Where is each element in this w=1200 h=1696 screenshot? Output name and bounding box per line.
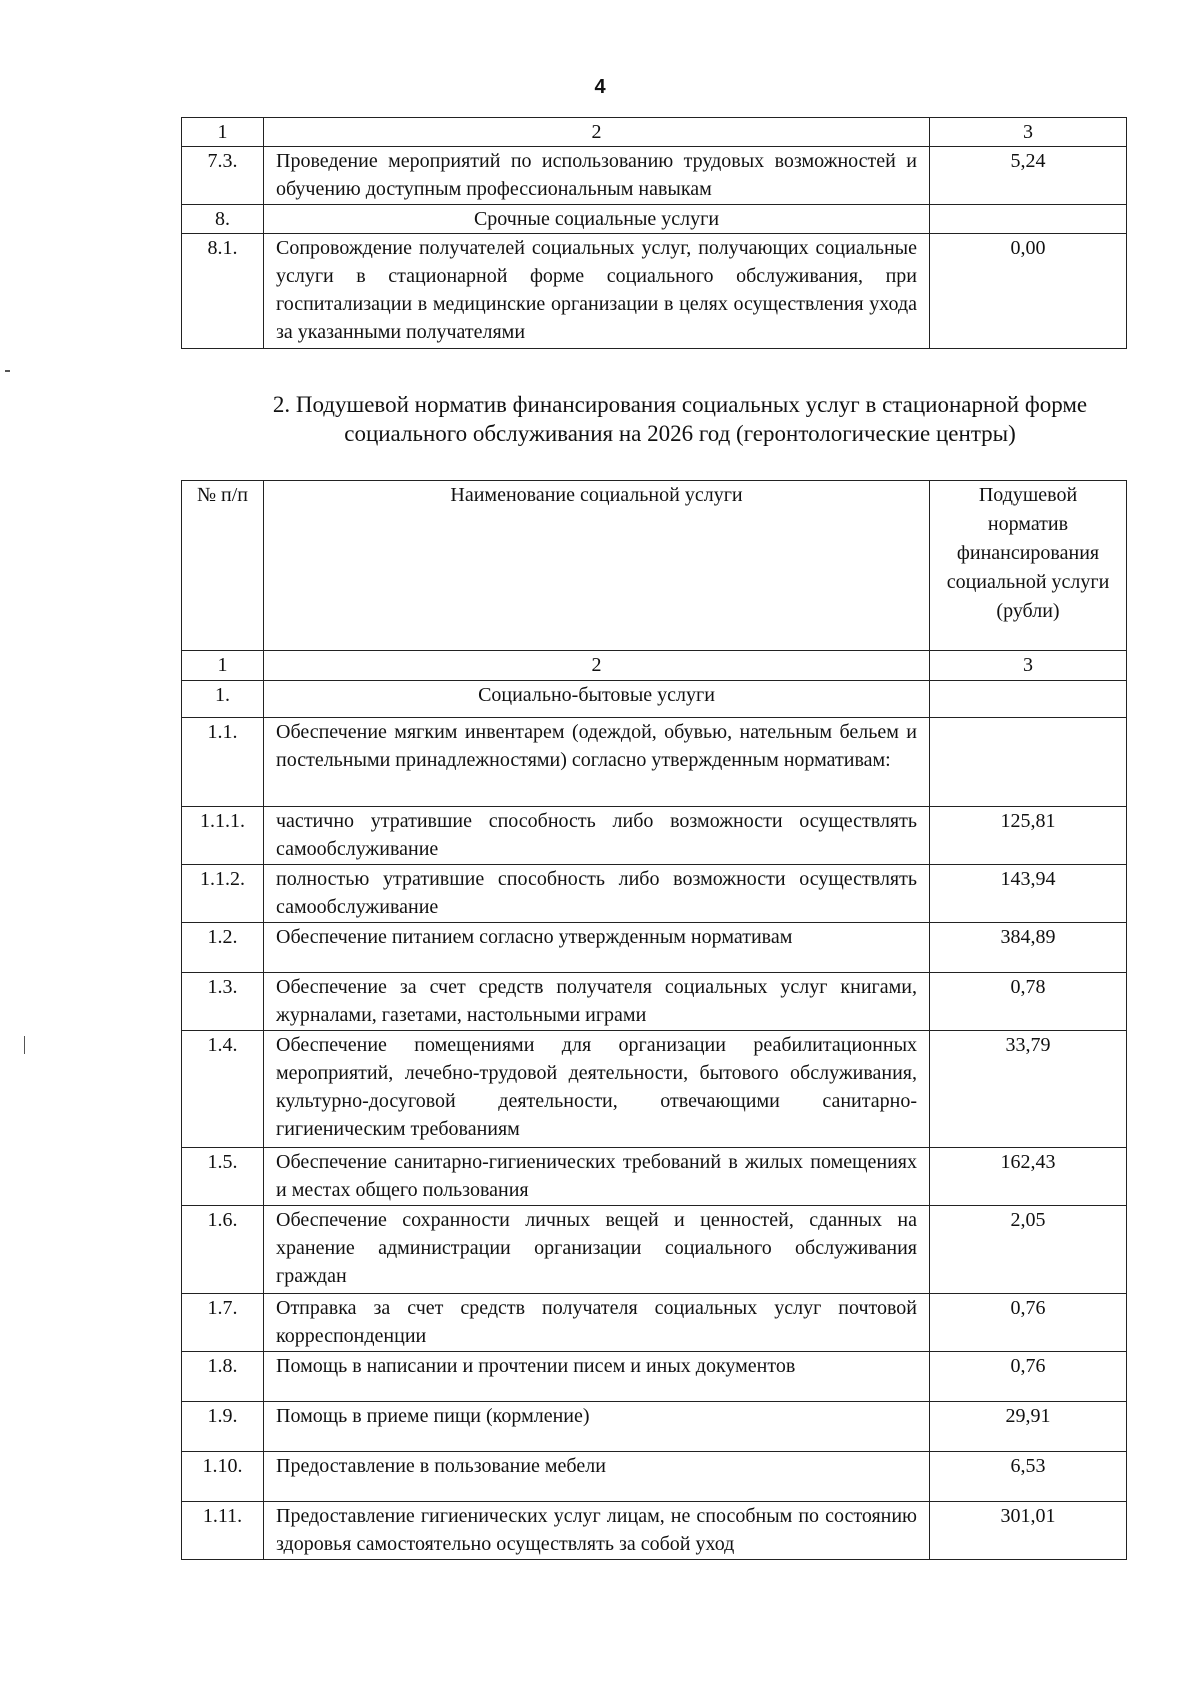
table-row (182, 205, 1127, 234)
norms-table (181, 480, 1127, 1560)
service-value: 33,79 (930, 1031, 1127, 1148)
row-number: 8. (182, 205, 264, 234)
row-number: 1.1. (182, 718, 264, 807)
service-value (930, 205, 1127, 234)
service-value: 5,24 (930, 147, 1127, 205)
row-number: 1.7. (182, 1294, 264, 1352)
table-row (182, 1206, 1127, 1294)
row-number: 1. (182, 681, 264, 718)
service-name: Проведение мероприятий по использованию трудовых возможностей и обучению доступным профессиональным навыкам (264, 147, 930, 205)
row-number: 1.1.1. (182, 807, 264, 865)
service-name: частично утратившие способность либо возможности осуществлять самообслуживание (264, 807, 930, 865)
row-number: 1.2. (182, 923, 264, 973)
service-value: 143,94 (930, 865, 1127, 923)
service-name: Обеспечение санитарно-гигиенических требований в жилых помещениях и местах общего пользования (264, 1148, 930, 1206)
header-row (182, 481, 1127, 651)
service-value: 384,89 (930, 923, 1127, 973)
service-value (930, 718, 1127, 807)
service-name: Отправка за счет средств получателя социальных услуг почтовой корреспонденции (264, 1294, 930, 1352)
header-name: Наименование социальной услуги (264, 481, 930, 651)
row-number: 8.1. (182, 234, 264, 349)
column-number-3: 3 (930, 118, 1127, 147)
service-name: полностью утратившие способность либо возможности осуществлять самообслуживание (264, 865, 930, 923)
row-number: 1.3. (182, 973, 264, 1031)
table-row (182, 234, 1127, 349)
service-name: Сопровождение получателей социальных услуг, получающих социальные услуги в стационарной форме социального обслуживания, при госпитализации в медицинские организации в целях осуществления ухода за указанными получателями (264, 234, 930, 349)
table-row (182, 1148, 1127, 1206)
service-value: 125,81 (930, 807, 1127, 865)
table-row (182, 1452, 1127, 1502)
column-number-2: 2 (264, 651, 930, 681)
service-name: Помощь в приеме пищи (кормление) (264, 1402, 930, 1452)
table-row (182, 865, 1127, 923)
row-number: 7.3. (182, 147, 264, 205)
service-value: 301,01 (930, 1502, 1127, 1560)
row-number: 1.11. (182, 1502, 264, 1560)
page-number: 4 (594, 76, 606, 98)
service-name: Помощь в написании и прочтении писем и иных документов (264, 1352, 930, 1402)
row-number: 1.4. (182, 1031, 264, 1148)
column-number-1: 1 (182, 118, 264, 147)
header-value: Подушевой норматив финансирования социальной услуги (рубли) (930, 481, 1127, 651)
table-row (182, 1294, 1127, 1352)
table-row (182, 1502, 1127, 1560)
margin-mark (24, 1036, 25, 1054)
row-number: 1.5. (182, 1148, 264, 1206)
service-value: 0,76 (930, 1294, 1127, 1352)
table-row (182, 923, 1127, 973)
header-number: № п/п (182, 481, 264, 651)
service-name: Обеспечение питанием согласно утвержденным нормативам (264, 923, 930, 973)
table-row (182, 973, 1127, 1031)
service-name: Предоставление гигиенических услуг лицам, не способным по состоянию здоровья самостоятельно осуществлять за собой уход (264, 1502, 930, 1560)
section-name: Социально-бытовые услуги (264, 681, 930, 718)
service-value: 6,53 (930, 1452, 1127, 1502)
section-name: Срочные социальные услуги (264, 205, 930, 234)
service-value: 0,00 (930, 234, 1127, 349)
service-value: 162,43 (930, 1148, 1127, 1206)
service-name: Обеспечение сохранности личных вещей и ценностей, сданных на хранение администрации организации социального обслуживания граждан (264, 1206, 930, 1294)
table-row (182, 1402, 1127, 1452)
row-number: 1.9. (182, 1402, 264, 1452)
table-row (182, 1031, 1127, 1148)
column-number-row (182, 651, 1127, 681)
service-value: 2,05 (930, 1206, 1127, 1294)
service-value: 0,78 (930, 973, 1127, 1031)
table-row (182, 147, 1127, 205)
section-title: 2. Подушевой норматив финансирования социальных услуг в стационарной форме социального обслуживания на 2026 год (геронтологические центры) (272, 392, 1088, 446)
column-number-row (182, 118, 1127, 147)
service-name: Предоставление в пользование мебели (264, 1452, 930, 1502)
column-number-2: 2 (264, 118, 930, 147)
service-value: 29,91 (930, 1402, 1127, 1452)
table-row (182, 718, 1127, 807)
service-name: Обеспечение мягким инвентарем (одеждой, обувью, нательным бельем и постельными принадлежностями) согласно утвержденным нормативам: (264, 718, 930, 807)
margin-mark (5, 370, 10, 372)
table-row (182, 681, 1127, 718)
row-number: 1.1.2. (182, 865, 264, 923)
continuation-table (181, 117, 1127, 349)
service-value: 0,76 (930, 1352, 1127, 1402)
service-value (930, 681, 1127, 718)
column-number-1: 1 (182, 651, 264, 681)
table-row (182, 1352, 1127, 1402)
row-number: 1.10. (182, 1452, 264, 1502)
column-number-3: 3 (930, 651, 1127, 681)
service-name: Обеспечение помещениями для организации реабилитационных мероприятий, лечебно-трудовой деятельности, бытового обслуживания, культурно-досуговой деятельности, отвечающими санитарно-гигиеническим требованиям (264, 1031, 930, 1148)
service-name: Обеспечение за счет средств получателя социальных услуг книгами, журналами, газетами, настольными играми (264, 973, 930, 1031)
table-row (182, 807, 1127, 865)
row-number: 1.6. (182, 1206, 264, 1294)
row-number: 1.8. (182, 1352, 264, 1402)
